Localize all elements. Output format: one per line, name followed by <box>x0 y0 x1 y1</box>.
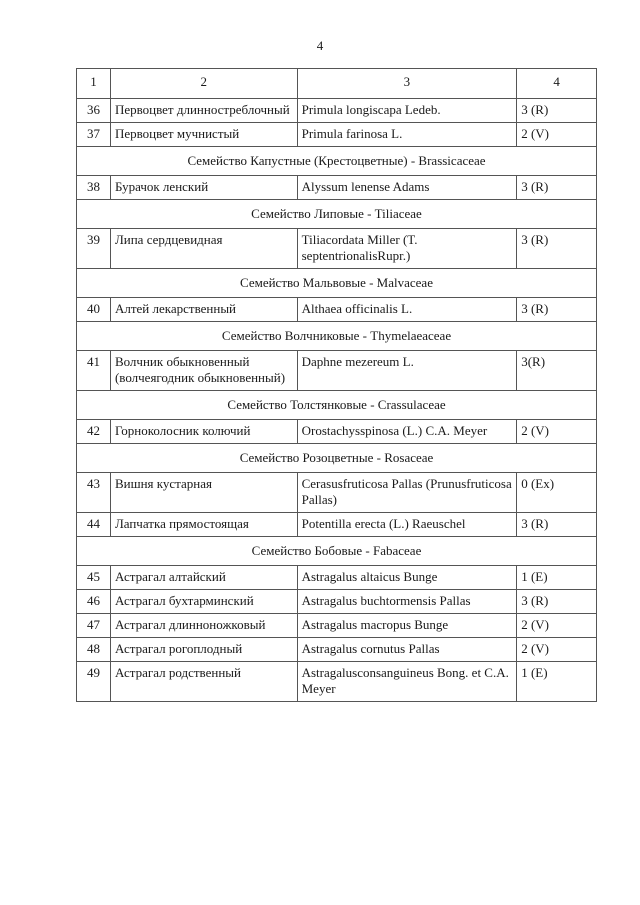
latin-name: Astragalus cornutus Pallas <box>297 638 517 662</box>
species-number: 49 <box>77 662 111 702</box>
species-number: 42 <box>77 420 111 444</box>
status-category: 3 (R) <box>517 229 597 269</box>
status-category: 1 (E) <box>517 566 597 590</box>
latin-name: Orostachysspinosa (L.) C.A. Meyer <box>297 420 517 444</box>
russian-name: Липа сердцевидная <box>110 229 297 269</box>
russian-name: Первоцвет мучнистый <box>110 123 297 147</box>
status-category: 2 (V) <box>517 123 597 147</box>
family-name: Семейство Розоцветные - Rosaceae <box>77 444 597 473</box>
family-row <box>77 322 597 351</box>
latin-name: Primula farinosa L. <box>297 123 517 147</box>
column-header: 2 <box>110 69 297 99</box>
family-name: Семейство Бобовые - Fabaceae <box>77 537 597 566</box>
column-header: 1 <box>77 69 111 99</box>
table-row <box>77 229 597 269</box>
latin-name: Primula longiscapa Ledeb. <box>297 99 517 123</box>
russian-name: Алтей лекарственный <box>110 298 297 322</box>
status-category: 3 (R) <box>517 513 597 537</box>
family-name: Семейство Капустные (Крестоцветные) - Brassicaceae <box>77 147 597 176</box>
status-category: 2 (V) <box>517 614 597 638</box>
page-number: 4 <box>316 38 324 53</box>
table-row <box>77 513 597 537</box>
table-header-row <box>77 69 597 99</box>
russian-name: Астрагал бухтарминский <box>110 590 297 614</box>
russian-name: Бурачок ленский <box>110 176 297 200</box>
species-table <box>76 68 597 702</box>
table-row <box>77 351 597 391</box>
russian-name: Лапчатка прямостоящая <box>110 513 297 537</box>
latin-name: Alyssum lenense Adams <box>297 176 517 200</box>
species-number: 38 <box>77 176 111 200</box>
status-category: 2 (V) <box>517 420 597 444</box>
latin-name: Astragalusconsanguineus Bong. et C.A. Meyer <box>297 662 517 702</box>
russian-name: Волчник обыкновенный (волчеягодник обыкновенный) <box>110 351 297 391</box>
species-number: 43 <box>77 473 111 513</box>
latin-name: Astragalus altaicus Bunge <box>297 566 517 590</box>
latin-name: Cerasusfruticosa Pallas (Prunusfruticosa Pallas) <box>297 473 517 513</box>
status-category: 3 (R) <box>517 298 597 322</box>
russian-name: Вишня кустарная <box>110 473 297 513</box>
family-name: Семейство Липовые - Tiliaceae <box>77 200 597 229</box>
russian-name: Астрагал родственный <box>110 662 297 702</box>
species-number: 46 <box>77 590 111 614</box>
table-row <box>77 123 597 147</box>
latin-name: Potentilla erecta (L.) Raeuschel <box>297 513 517 537</box>
species-number: 36 <box>77 99 111 123</box>
russian-name: Астрагал алтайский <box>110 566 297 590</box>
table-row <box>77 662 597 702</box>
russian-name: Астрагал рогоплодный <box>110 638 297 662</box>
latin-name: Astragalus buchtormensis Pallas <box>297 590 517 614</box>
status-category: 0 (Ex) <box>517 473 597 513</box>
table-row <box>77 420 597 444</box>
family-row <box>77 444 597 473</box>
status-category: 3 (R) <box>517 99 597 123</box>
status-category: 3(R) <box>517 351 597 391</box>
russian-name: Первоцвет длинностреблочный <box>110 99 297 123</box>
family-name: Семейство Мальвовые - Malvaceae <box>77 269 597 298</box>
family-row <box>77 537 597 566</box>
table-row <box>77 99 597 123</box>
species-number: 47 <box>77 614 111 638</box>
species-number: 40 <box>77 298 111 322</box>
latin-name: Tiliacordata Miller (T. septentrionalisRupr.) <box>297 229 517 269</box>
species-number: 45 <box>77 566 111 590</box>
species-number: 48 <box>77 638 111 662</box>
table-row <box>77 298 597 322</box>
status-category: 1 (E) <box>517 662 597 702</box>
table-row <box>77 176 597 200</box>
russian-name: Горноколосник колючий <box>110 420 297 444</box>
species-number: 44 <box>77 513 111 537</box>
table-row <box>77 473 597 513</box>
column-header: 3 <box>297 69 517 99</box>
family-row <box>77 391 597 420</box>
species-number: 41 <box>77 351 111 391</box>
species-number: 37 <box>77 123 111 147</box>
russian-name: Астрагал длинноножковый <box>110 614 297 638</box>
status-category: 3 (R) <box>517 590 597 614</box>
status-category: 2 (V) <box>517 638 597 662</box>
table-row <box>77 590 597 614</box>
species-number: 39 <box>77 229 111 269</box>
table-row <box>77 614 597 638</box>
family-row <box>77 200 597 229</box>
table-row <box>77 566 597 590</box>
family-row <box>77 269 597 298</box>
latin-name: Daphne mezereum L. <box>297 351 517 391</box>
family-name: Семейство Волчниковые - Thymelaeaceae <box>77 322 597 351</box>
latin-name: Astragalus macropus Bunge <box>297 614 517 638</box>
column-header: 4 <box>517 69 597 99</box>
family-row <box>77 147 597 176</box>
table-row <box>77 638 597 662</box>
status-category: 3 (R) <box>517 176 597 200</box>
family-name: Семейство Толстянковые - Crassulaceae <box>77 391 597 420</box>
latin-name: Althaea officinalis L. <box>297 298 517 322</box>
